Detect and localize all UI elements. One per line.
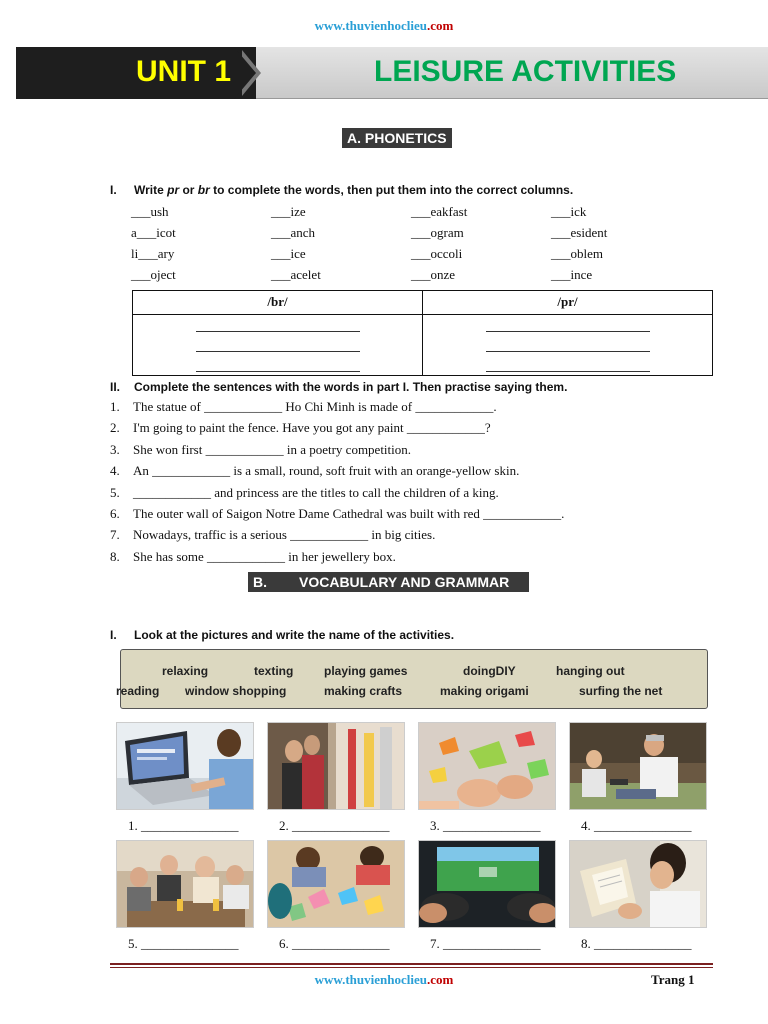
sentence-list	[110, 399, 564, 570]
sentence-text: Nowadays, traffic is a serious ____________ in big cities.	[133, 527, 436, 543]
instr-part: Write	[134, 183, 168, 197]
word-blank: ___ush	[131, 204, 169, 219]
sentence-item	[110, 399, 564, 420]
instr-part: to complete the words, then put them into the correct columns.	[209, 183, 574, 197]
sentence-text: She has some ____________ in her jewellery box.	[133, 548, 396, 564]
url-domain: www.thuvienhoclieu	[314, 18, 427, 33]
activity-word-box	[116, 649, 708, 709]
instr-br: br	[197, 183, 210, 197]
word-row	[131, 246, 691, 267]
sentence-number: 5.	[110, 484, 120, 500]
url-tld: .com	[426, 972, 454, 987]
sound-columns-table	[132, 290, 713, 376]
sentence-number: 2.	[110, 420, 120, 436]
word-box-item: doingDIY	[463, 664, 516, 678]
caption-1[interactable]: 1. _______________	[128, 818, 239, 833]
photo-window-shopping	[267, 722, 405, 810]
word-blank: ___onze	[411, 267, 456, 282]
word-box-item: window shopping	[185, 684, 287, 698]
word-box-item: surfing the net	[579, 684, 663, 698]
instruction-text: Complete the sentences with the words in part I. Then practise saying them.	[134, 380, 568, 394]
caption-6[interactable]: 6. _______________	[279, 936, 390, 951]
word-blank: ___ogram	[411, 225, 464, 240]
word-blank: ___eakfast	[411, 204, 468, 219]
answer-line[interactable]	[486, 371, 650, 372]
word-box-item: making origami	[440, 684, 529, 698]
exercise-number: II.	[110, 380, 121, 394]
table-divider	[422, 291, 423, 375]
photo-doing-diy	[569, 722, 707, 810]
word-box-item: making crafts	[324, 684, 403, 698]
answer-line[interactable]	[486, 351, 650, 352]
answer-line[interactable]	[196, 351, 360, 352]
word-blank: ___ize	[271, 204, 306, 219]
exercise-number: I.	[110, 628, 117, 642]
sentence-number: 4.	[110, 463, 120, 479]
answer-line[interactable]	[196, 331, 360, 332]
caption-3[interactable]: 3. _______________	[430, 818, 541, 833]
caption-8[interactable]: 8. _______________	[581, 936, 692, 951]
word-blank: ___anch	[271, 225, 316, 240]
word-box-item: hanging out	[556, 664, 625, 678]
photo-hanging-out	[116, 840, 254, 928]
footer-divider	[110, 967, 713, 968]
website-url-top[interactable]	[0, 18, 768, 34]
section-b-heading	[248, 572, 529, 592]
word-box-item: relaxing	[162, 664, 209, 678]
caption-4[interactable]: 4. _______________	[581, 818, 692, 833]
url-tld: .com	[426, 18, 454, 33]
word-row	[131, 225, 691, 246]
exercise-number: I.	[110, 183, 117, 197]
photo-making-crafts	[418, 722, 556, 810]
sentence-item	[110, 442, 564, 463]
sentence-item	[110, 420, 564, 441]
exercise-b1-instruction	[110, 628, 454, 642]
section-title: VOCABULARY AND GRAMMAR	[299, 574, 510, 590]
instr-part: or	[179, 183, 198, 197]
word-box-item: texting	[254, 664, 294, 678]
footer-divider	[110, 963, 713, 965]
word-blank: ___ick	[551, 204, 587, 219]
sentence-number: 3.	[110, 441, 120, 457]
page-number: Trang 1	[651, 972, 695, 987]
photo-surfing-net	[116, 722, 254, 810]
word-blank: li___ary	[131, 246, 175, 261]
sentence-item	[110, 549, 564, 570]
sentence-number: 1.	[110, 399, 120, 414]
sentence-text: She won first ____________ in a poetry competition.	[133, 441, 412, 457]
word-box-item: playing games	[324, 664, 408, 678]
caption-2[interactable]: 2. _______________	[279, 818, 390, 833]
section-a-heading: A. PHONETICS	[342, 128, 452, 148]
sentence-text: I'm going to paint the fence. Have you got any paint ____________?	[133, 420, 491, 436]
word-blank: ___oject	[131, 267, 176, 282]
word-blank: ___occoli	[411, 246, 463, 261]
sentence-text: The outer wall of Saigon Notre Dame Cathedral was built with red ____________.	[133, 505, 565, 521]
caption-5[interactable]: 5. _______________	[128, 936, 239, 951]
photo-reading	[569, 840, 707, 928]
word-blank: a___icot	[131, 225, 176, 240]
answer-line[interactable]	[196, 371, 360, 372]
banner-arrow	[234, 47, 256, 99]
word-blank: ___acelet	[271, 267, 321, 282]
instruction-text: Look at the pictures and write the name of the activities.	[134, 628, 455, 642]
sentence-number: 7.	[110, 527, 120, 543]
section-letter: B.	[253, 574, 267, 590]
word-blank: ___ince	[551, 267, 593, 282]
word-blank: ___esident	[551, 225, 608, 240]
sentence-item	[110, 463, 564, 484]
instr-pr: pr	[167, 183, 180, 197]
sentence-item	[110, 527, 564, 548]
sentence-text: ____________ and princess are the titles to call the children of a king.	[133, 484, 499, 500]
unit-banner	[16, 47, 768, 99]
word-grid	[131, 204, 691, 288]
word-blank: ___oblem	[551, 246, 603, 261]
sentence-item	[110, 485, 564, 506]
sentence-number: 8.	[110, 548, 120, 564]
sentence-number: 6.	[110, 505, 120, 521]
url-domain: www.thuvienhoclieu	[314, 972, 427, 987]
sentence-item	[110, 506, 564, 527]
word-blank: ___ice	[271, 246, 306, 261]
exercise-a1-instruction	[110, 183, 573, 197]
word-row	[131, 267, 691, 288]
photo-making-origami	[267, 840, 405, 928]
unit-title: UNIT 1	[136, 55, 232, 88]
column-header-pr: /pr/	[557, 294, 578, 309]
unit-subject: LEISURE ACTIVITIES	[374, 55, 677, 88]
exercise-a2-instruction	[110, 380, 567, 394]
word-row	[131, 204, 691, 225]
sentence-text: The statue of ____________ Ho Chi Minh is made of ____________.	[133, 399, 497, 414]
sentence-text: An ____________ is a small, round, soft fruit with an orange-yellow skin.	[133, 463, 520, 479]
photo-playing-games	[418, 840, 556, 928]
answer-line[interactable]	[486, 331, 650, 332]
caption-7[interactable]: 7. _______________	[430, 936, 541, 951]
column-header-br: /br/	[267, 294, 288, 309]
word-box-item: reading	[116, 684, 160, 698]
